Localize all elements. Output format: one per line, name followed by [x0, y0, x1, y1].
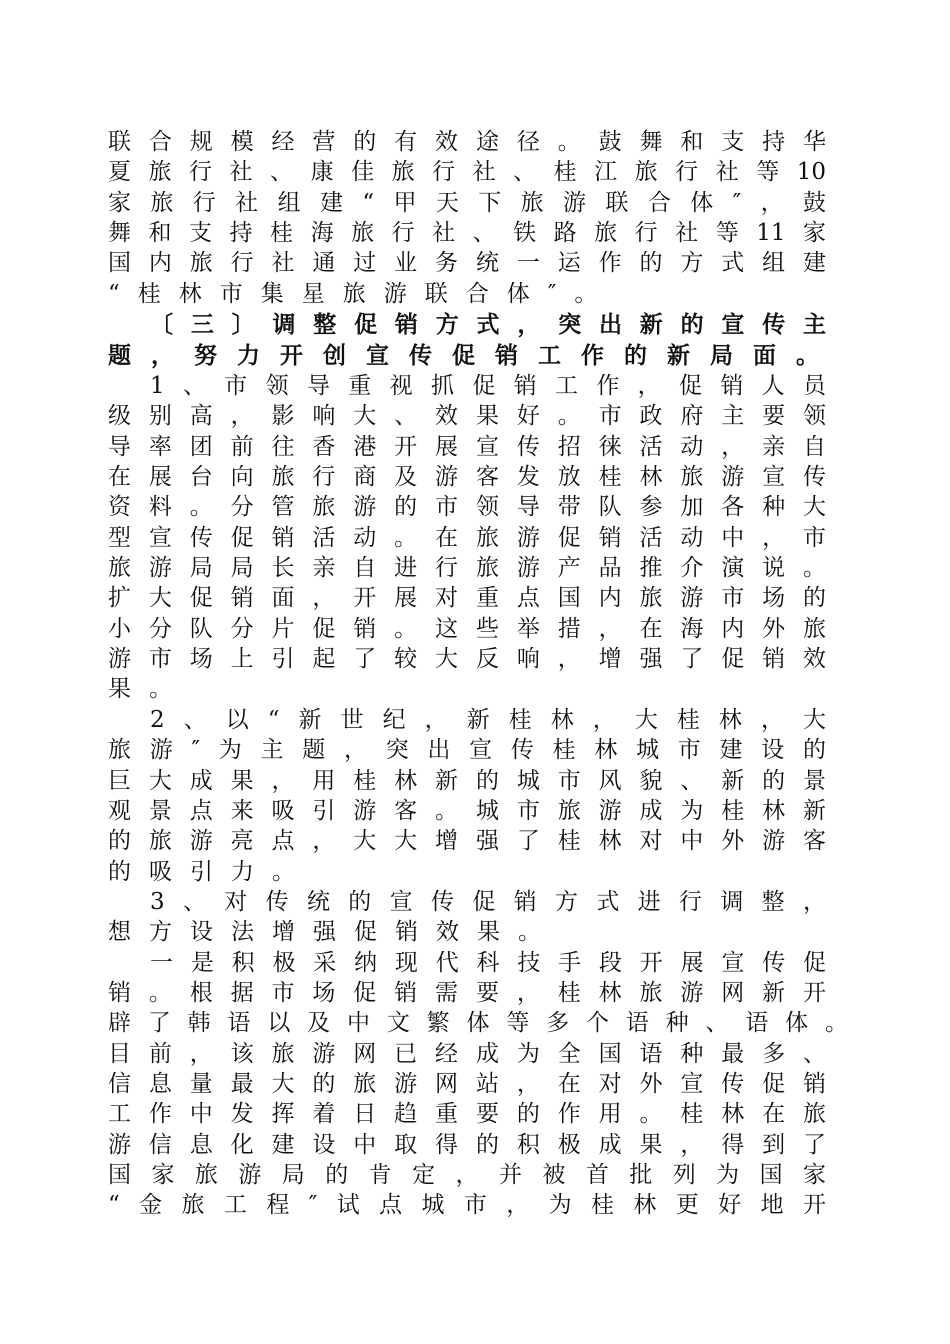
text-line: 辟了韩语以及中文繁体等多个语种、语体。	[108, 1010, 848, 1036]
text-line: 一是积极采纳现代科技手段开展宣传促	[150, 950, 826, 976]
text-line: 联合规模经营的有效途径。鼓舞和支持华	[108, 129, 826, 155]
text-line: “金旅工程″试点城市，为桂林更好地开	[108, 1192, 826, 1218]
text-line: 夏旅行社、康佳旅行社、桂江旅行社等10	[108, 159, 826, 185]
text-line: 游市场上引起了较大反响，增强了促销效	[108, 646, 826, 672]
text-line: 2、以“新世纪，新桂林，大桂林，大	[150, 707, 826, 733]
text-line: 在展台向旅行商及游客发放桂林旅游宣传	[108, 464, 826, 490]
text-line: 舞和支持桂海旅行社、铁路旅行社等11家	[108, 220, 826, 246]
section-heading-line: 〔三〕调整促销方式，突出新的宣传主	[150, 312, 826, 338]
text-line: “桂林市集星旅游联合体″。	[108, 281, 616, 307]
text-line: 观景点来吸引游客。城市旅游成为桂林新	[108, 798, 826, 824]
text-line: 旅游局局长亲自进行旅游产品推介演说。	[108, 555, 826, 581]
text-line: 销。根据市场促销需要，桂林旅游网新开	[108, 980, 826, 1006]
text-line: 家旅行社组建“甲天下旅游联合体″，鼓	[108, 190, 826, 216]
text-line: 型宣传促销活动。在旅游促销活动中，市	[108, 525, 826, 551]
text-line: 导率团前往香港开展宣传招徕活动，亲自	[108, 434, 826, 460]
text-line: 1、市领导重视抓促销工作，促销人员	[150, 373, 826, 399]
text-line: 资料。分管旅游的市领导带队参加各种大	[108, 494, 826, 520]
text-line: 的旅游亮点，大大增强了桂林对中外游客	[108, 828, 826, 854]
text-line: 目前，该旅游网已经成为全国语种最多、	[108, 1041, 826, 1067]
text-line: 国家旅游局的肯定，并被首批列为国家	[108, 1162, 826, 1188]
text-line: 想方设法增强促销效果。	[108, 919, 559, 945]
text-line: 信息量最大的旅游网站，在对外宣传促销	[108, 1071, 826, 1097]
text-line: 扩大促销面，开展对重点国内旅游市场的	[108, 585, 826, 611]
text-line: 工作中发挥着日趋重要的作用。桂林在旅	[108, 1101, 826, 1127]
text-line: 巨大成果，用桂林新的城市风貌、新的景	[108, 768, 826, 794]
text-line: 果。	[108, 676, 190, 702]
text-line: 旅游″为主题，突出宣传桂林城市建设的	[108, 737, 826, 763]
text-line: 3、对传统的宣传促销方式进行调整，	[150, 889, 826, 915]
text-line: 的吸引力。	[108, 859, 313, 885]
text-line: 国内旅行社通过业务统一运作的方式组建	[108, 250, 826, 276]
text-line: 小分队分片促销。这些举措，在海内外旅	[108, 616, 826, 642]
text-line: 级别高，影响大、效果好。市政府主要领	[108, 403, 826, 429]
text-line: 游信息化建设中取得的积极成果，得到了	[108, 1132, 826, 1158]
section-heading-line: 题，努力开创宣传促销工作的新局面。	[108, 343, 839, 369]
